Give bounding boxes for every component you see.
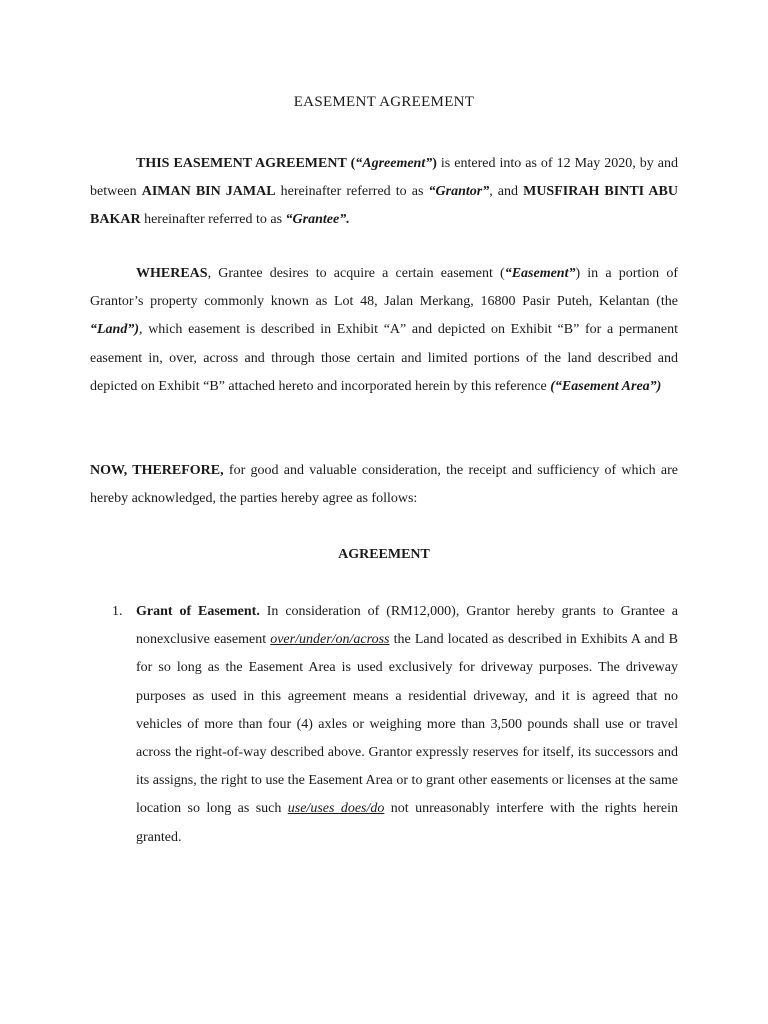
grantee-name: MUSFIRAH BINTI ABU BAKAR	[90, 184, 678, 228]
intro-text-2: hereinafter referred to as	[275, 184, 429, 200]
grantor-name: AIMAN BIN JAMAL	[141, 184, 276, 200]
clause-option-1: over/under/on/across	[270, 632, 390, 648]
intro-paren-close: )	[432, 156, 437, 171]
whereas-text-2: ) in a portion of Grantor’s property commonly known as Lot 48, Jalan Merkang, 16800 Pasir Puteh, Kelantan (the	[90, 266, 678, 310]
agreement-term: “Agreement”	[355, 156, 433, 171]
land-term: “Land”)	[90, 322, 139, 338]
easement-term: “Easement”	[504, 266, 576, 281]
grantee-term: “Grantee”.	[285, 212, 350, 228]
clause-text-3: not unreasonably interfere with the rights herein granted.	[136, 801, 678, 845]
whereas-text: , Grantee desires to acquire a certain easement (	[207, 266, 505, 281]
now-therefore-text: for good and valuable consideration, the receipt and sufficiency of which are hereby acknowledged, the parties hereby agree as follows:	[90, 463, 679, 507]
clause-text-2: the Land located as described in Exhibits A and B for so long as the Easement Area is used exclusively for driveway purposes. The driveway purposes as used in this agreement means a residential driveway, and it is agreed that no vehicles of more than four (4) axles or weighing more than 3,500 pounds shall use or travel across the right-of-way described above. Grantor expressly reserves for itself, its successors and its assigns, the right to use the Easement Area or to grant other easements or licenses at the same location so long as such	[136, 632, 679, 817]
clause-option-2: use/uses does/do	[287, 801, 385, 817]
intro-text-4: hereinafter referred to as	[140, 212, 286, 228]
whereas-lead: WHEREAS	[136, 266, 208, 281]
grantor-term: “Grantor”	[428, 184, 490, 200]
intro-lead: THIS EASEMENT AGREEMENT (	[136, 156, 356, 171]
easement-area-term: (“Easement Area”)	[550, 378, 662, 394]
now-therefore-lead: NOW, THEREFORE,	[90, 463, 224, 478]
intro-paragraph	[90, 150, 678, 235]
intro-text-3: , and	[489, 184, 524, 200]
agreement-heading: AGREEMENT	[338, 547, 430, 562]
clause-heading: Grant of Easement.	[136, 604, 260, 619]
document-title: EASEMENT AGREEMENT	[293, 94, 475, 110]
whereas-paragraph	[90, 260, 678, 401]
clause-1	[112, 598, 678, 852]
whereas-text-3: , which easement is described in Exhibit “A” and depicted on Exhibit “B” for a permanent easement in, over, across and through those certain and limited portions of the land described and depicted on Exhibit “B” attached hereto and incorporated herein by this reference	[90, 322, 678, 394]
clause-number: 1.	[112, 604, 123, 619]
now-therefore-paragraph	[90, 457, 678, 513]
clause-body	[136, 598, 678, 852]
clause-text: In consideration of (RM12,000), Grantor hereby grants to Grantee a nonexclusive easement	[136, 604, 679, 648]
intro-text: is entered into as of 12 May 2020, by and between	[90, 156, 678, 200]
